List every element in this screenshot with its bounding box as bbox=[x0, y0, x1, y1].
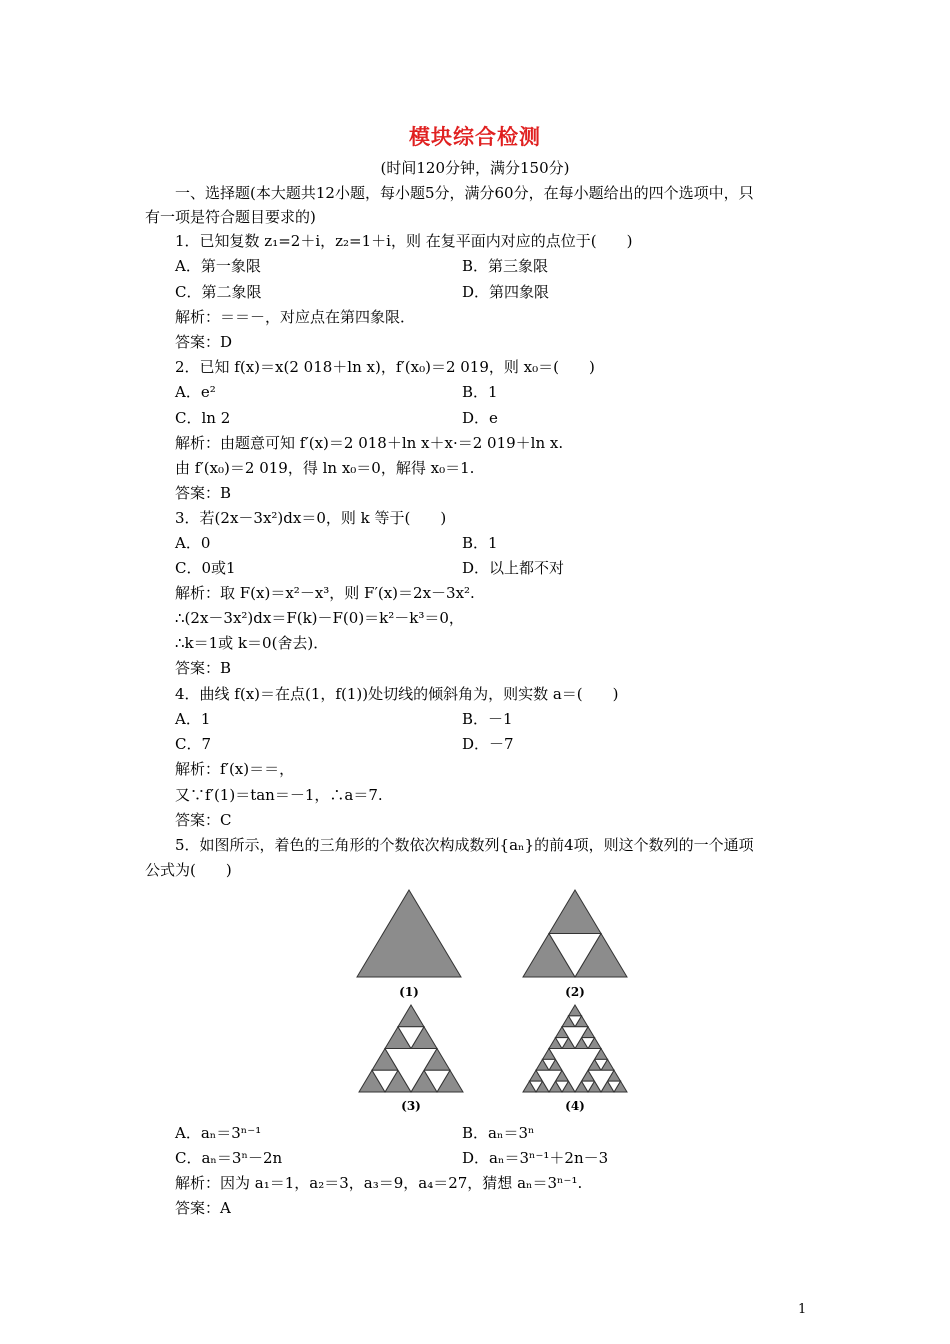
figure-label-4: (4) bbox=[565, 1099, 585, 1113]
q1-option-d: D．第四象限 bbox=[462, 283, 550, 301]
figure-label-1: (1) bbox=[399, 985, 419, 999]
q4-analysis-1: 解析：f′(x)＝＝， bbox=[175, 760, 295, 778]
q5-answer: 答案：A bbox=[175, 1199, 231, 1217]
q4-option-d: D．－7 bbox=[462, 735, 514, 753]
q4-stem: 4．曲线 f(x)＝在点(1，f(1))处切线的倾斜角为，则实数 a＝( ) bbox=[175, 685, 619, 703]
q5-stem-2: 公式为( ) bbox=[145, 861, 232, 879]
document-subtitle: (时间120分钟，满分150分) bbox=[380, 159, 570, 177]
document-title: 模块综合检测 bbox=[409, 124, 541, 149]
q3-option-a: A．0 bbox=[175, 534, 211, 552]
section-intro-line-2: 有一项是符合题目要求的) bbox=[145, 208, 316, 226]
figure-label-2: (2) bbox=[565, 985, 585, 999]
sierpinski-shape-4 bbox=[523, 1005, 627, 1092]
q5-option-a: A．aₙ＝3ⁿ⁻¹ bbox=[175, 1124, 262, 1142]
q1-answer: 答案：D bbox=[175, 333, 233, 351]
q3-option-d: D．以上都不对 bbox=[462, 559, 565, 577]
q1-stem: 1．已知复数 z₁=2＋i，z₂=1＋i，则 在复平面内对应的点位于( ) bbox=[175, 232, 633, 250]
q1-option-c: C．第二象限 bbox=[175, 283, 262, 301]
q2-option-a: A．e² bbox=[175, 383, 216, 401]
q2-stem: 2．已知 f(x)＝x(2 018＋ln x)，f′(x₀)＝2 019，则 x₀＝( ) bbox=[175, 358, 595, 376]
q1-option-b: B．第三象限 bbox=[462, 257, 549, 275]
q2-option-c: C．ln 2 bbox=[175, 409, 231, 427]
q2-analysis-2: 由 f′(x₀)＝2 019，得 ln x₀＝0，解得 x₀＝1. bbox=[175, 459, 475, 477]
q1-option-a: A．第一象限 bbox=[175, 257, 261, 275]
q5-option-d: D．aₙ＝3ⁿ⁻¹＋2n－3 bbox=[462, 1149, 609, 1167]
sierpinski-figure-4 bbox=[521, 1004, 629, 1094]
shaded-triangle bbox=[357, 890, 461, 977]
q5-stem-1: 5．如图所示，着色的三角形的个数依次构成数列{aₙ}的前4项，则这个数列的一个通项 bbox=[175, 836, 754, 854]
shaded-triangle bbox=[569, 1005, 582, 1016]
q4-option-b: B．－1 bbox=[462, 710, 513, 728]
q4-option-c: C．7 bbox=[175, 735, 212, 753]
q3-option-b: B．1 bbox=[462, 534, 498, 552]
q3-answer: 答案：B bbox=[175, 659, 232, 677]
q2-option-d: D．e bbox=[462, 409, 498, 427]
sierpinski-figure-2 bbox=[521, 889, 629, 979]
shaded-triangle bbox=[398, 1005, 424, 1027]
sierpinski-figure-3 bbox=[357, 1004, 465, 1094]
q5-analysis: 解析：因为 a₁＝1，a₂＝3，a₃＝9，a₄＝27，猜想 aₙ＝3ⁿ⁻¹. bbox=[175, 1174, 583, 1192]
shaded-triangle bbox=[549, 890, 601, 934]
q4-option-a: A．1 bbox=[175, 710, 211, 728]
figure-label-3: (3) bbox=[401, 1099, 421, 1113]
q4-analysis-2: 又∵f′(1)＝tan＝－1，∴a＝7. bbox=[175, 786, 383, 804]
q5-option-c: C．aₙ＝3ⁿ－2n bbox=[175, 1149, 283, 1167]
q2-option-b: B．1 bbox=[462, 383, 498, 401]
q3-analysis-3: ∴k＝1或 k＝0(舍去)． bbox=[175, 634, 329, 652]
q3-analysis-2: ∴(2x－3x²)dx＝F(k)－F(0)＝k²－k³＝0， bbox=[175, 609, 464, 627]
sierpinski-figure-1 bbox=[355, 889, 463, 979]
q2-answer: 答案：B bbox=[175, 484, 232, 502]
sierpinski-shape-1 bbox=[357, 890, 461, 977]
section-intro-line-1: 一、选择题(本大题共12小题，每小题5分，满分60分，在每小题给出的四个选项中，只 bbox=[175, 184, 754, 202]
q3-analysis-1: 解析：取 F(x)＝x²－x³，则 F′(x)＝2x－3x². bbox=[175, 584, 475, 602]
q4-answer: 答案：C bbox=[175, 811, 232, 829]
q3-stem: 3．若(2x－3x²)dx＝0，则 k 等于( ) bbox=[175, 509, 447, 527]
q1-analysis: 解析：＝＝－，对应点在第四象限． bbox=[175, 308, 416, 326]
q2-analysis-1: 解析：由题意可知 f′(x)＝2 018＋ln x＋x·＝2 019＋ln x. bbox=[175, 434, 564, 452]
q5-option-b: B．aₙ＝3ⁿ bbox=[462, 1124, 535, 1142]
q3-option-c: C．0或1 bbox=[175, 559, 236, 577]
sierpinski-shape-3 bbox=[359, 1005, 463, 1092]
page-number: 1 bbox=[798, 1302, 807, 1317]
sierpinski-shape-2 bbox=[523, 890, 627, 977]
